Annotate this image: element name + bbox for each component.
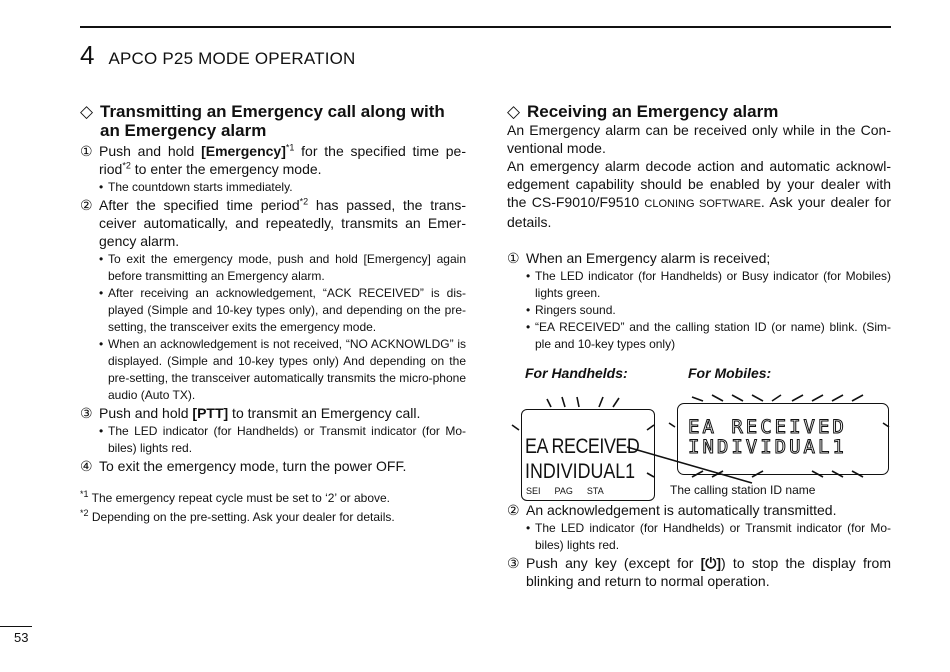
left-column: [80, 102, 466, 527]
right-column: [507, 102, 891, 590]
chapter-title: APCO P25 MODE OPERATION: [108, 49, 356, 68]
display-illustrations: [507, 385, 891, 495]
step-3: ③ Push and hold [PTT] to transmit an Emergency call.: [80, 405, 421, 421]
mobile-lcd-line1: EA RECEIVED: [688, 416, 847, 438]
page-number-rule: [0, 626, 32, 627]
step-2: ② After the specified time period$^{*2}$ has passed, the trans-ceiver automatically, and repeatedly, transmits an Emer-gency alarm.: [80, 196, 466, 249]
caption-handhelds: For Handhelds:: [525, 365, 628, 381]
step-4: ④ To exit the emergency mode, turn the power OFF.: [80, 458, 407, 474]
display-captions: [525, 364, 891, 382]
intro-paragraph-2: An emergency alarm decode action and automatic acknowl-edgement capability should be enabled by your dealer with the CS-F9010/F9510 CLONING SOFTWARE. Ask your dealer for details.: [507, 158, 891, 230]
caption-mobiles: For Mobiles:: [688, 365, 772, 381]
diamond-icon: ◇: [80, 102, 94, 121]
footnote-2: $^{*2}$ Depending on the pre-setting. Ask your dealer for details.: [80, 508, 395, 524]
step-2-bullets: • To exit the emergency mode, push and hold [Emergency] again before transmitting an Emergency alarm. • After receiving an acknowledgement, “ACK RECEIVED” is dis-played (Simple and 10-key types only), and depending on the pre-setting, the transceiver exits the emergency mode. • When an acknowledgement is not received, “NO ACKNOWLDG” is displayed. (Simple and 10-key types only) And depending on the pre-setting, the transceiver automatically transmits the micro-phone audio (Auto TX).: [99, 251, 466, 404]
footnotes: [80, 489, 466, 527]
receive-step-1-bullets: • The LED indicator (for Handhelds) or Busy indicator (for Mobiles) lights green. • Ringers sound. • “EA RECEIVED” and the calling station ID (or name) blink. (Sim-ple and 10-key types only): [526, 268, 891, 353]
receive-step-2-bullets: • The LED indicator (for Handhelds) or Transmit indicator (for Mo-biles) lights red.: [526, 520, 891, 554]
mobile-lcd-line2: INDIVIDUAL1: [688, 436, 847, 458]
receive-step-1: ① When an Emergency alarm is received;: [507, 250, 771, 266]
diamond-icon: ◇: [507, 102, 521, 121]
right-heading: ◇ Receiving an Emergency alarm: [507, 102, 779, 121]
footnote-1: $^{*1}$ The emergency repeat cycle must be set to ‘2’ or above.: [80, 489, 391, 505]
step-1-bullets: • The countdown starts immediately.: [99, 179, 466, 196]
step-3-bullets: • The LED indicator (for Handhelds) or Transmit indicator (for Mo-biles) lights red.: [99, 423, 466, 457]
page-number: 53: [14, 630, 29, 645]
top-rule: [80, 26, 891, 28]
handheld-lcd-keys: SEI PAG STA: [526, 486, 604, 496]
intro-paragraph-1: An Emergency alarm can be received only while in the Con-ventional mode.: [507, 122, 891, 156]
left-heading: ◇ Transmitting an Emergency call along with an Emergency alarm: [80, 102, 445, 140]
receive-step-2: ② An acknowledgement is automatically transmitted.: [507, 502, 837, 518]
station-id-caption: The calling station ID name: [670, 483, 816, 497]
blink-marks-icon: [507, 385, 891, 500]
step-1: ① Push and hold [Emergency]$^{*1}$ for the specified time pe-riod$^{*2}$ to enter the emergency mode.: [80, 142, 466, 177]
chapter-header: [80, 40, 356, 71]
handheld-lcd-line1: EA RECEIVED: [525, 435, 640, 458]
receive-step-3: ③ Push any key (except for [⏻]) to stop the display from blinking and return to normal operation.: [507, 555, 892, 589]
handheld-lcd-line2: INDIVIDUAL1: [525, 460, 636, 483]
chapter-number: 4: [80, 40, 95, 70]
